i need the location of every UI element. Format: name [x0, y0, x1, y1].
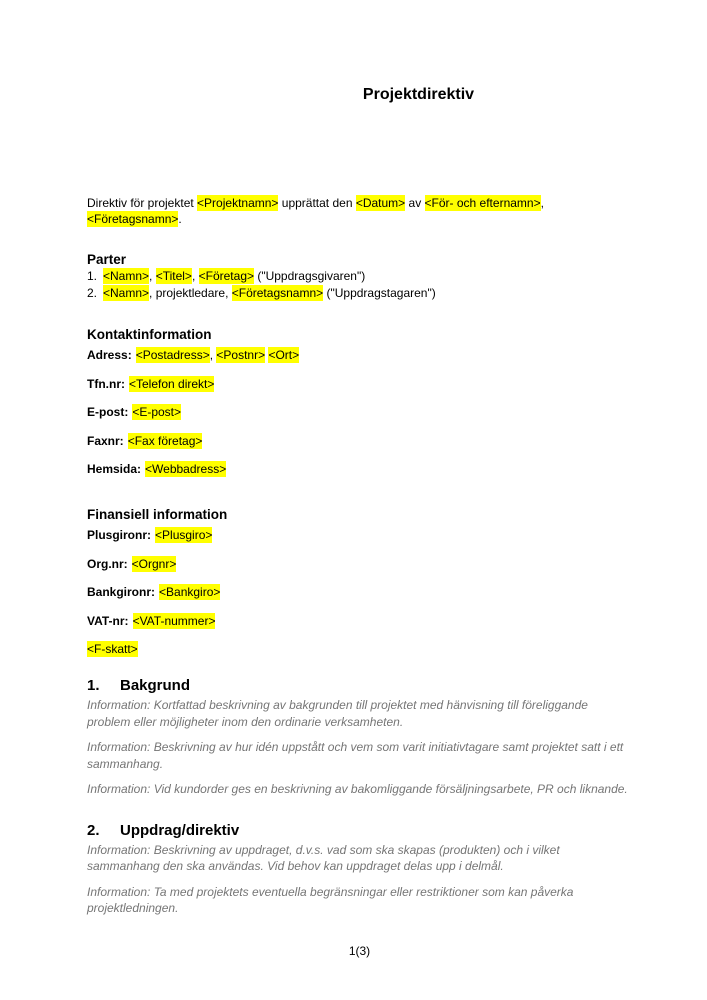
- section-heading-parter: Parter: [87, 252, 127, 267]
- placeholder-webbadress: <Webbadress>: [145, 462, 227, 476]
- document-title: Projektdirektiv: [362, 86, 475, 103]
- list-number: 1.: [87, 269, 98, 283]
- finance-row-bankgiro: [87, 584, 632, 600]
- field-label: Plusgironr:: [87, 528, 152, 542]
- finance-row-orgnr: [87, 556, 632, 572]
- placeholder-titel: <Titel>: [155, 269, 192, 283]
- placeholder-for-och-efternamn: <För- och efternamn>: [424, 196, 541, 210]
- placeholder-orgnr: <Orgnr>: [131, 556, 177, 571]
- placeholder-plusgiro: <Plusgiro>: [155, 528, 213, 542]
- finance-row-fskatt: [87, 641, 632, 657]
- intro-text: upprättat den: [278, 196, 356, 210]
- placeholder-fax-foretag: <Fax företag>: [127, 433, 203, 448]
- intro-text: Direktiv för projektet: [87, 196, 198, 210]
- info-paragraph: Information: Beskrivning av uppdraget, d.v.s. vad som ska skapas (produkten) och i vilket sammanhang den ska användas. Vid behov kan uppdraget delas upp i delmål.: [87, 842, 560, 873]
- list-text: ("Uppdragstagaren"): [323, 285, 436, 300]
- placeholder-projektnamn: <Projektnamn>: [197, 196, 279, 210]
- list-item: [87, 268, 632, 285]
- field-label: Hemsida:: [87, 462, 142, 476]
- placeholder-foretagsnamn: <Företagsnamn>: [231, 285, 324, 300]
- field-label: Org.nr:: [87, 556, 128, 571]
- intro-text: ,: [540, 196, 544, 210]
- placeholder-foretagsnamn: <Företagsnamn>: [87, 212, 179, 226]
- page-number: 1(3): [348, 944, 371, 958]
- finance-row-vatnr: [87, 613, 632, 629]
- contact-row-faxnr: [87, 433, 632, 449]
- list-item: [87, 285, 632, 302]
- placeholder-epost: <E-post>: [132, 405, 182, 419]
- placeholder-postnr: <Postnr>: [216, 348, 266, 362]
- heading-title: Bakgrund: [120, 677, 191, 694]
- placeholder-telefon-direkt: <Telefon direkt>: [129, 376, 215, 391]
- parter-list: [87, 268, 632, 301]
- placeholder-bankgiro: <Bankgiro>: [159, 585, 221, 599]
- heading-number: 2.: [87, 821, 100, 839]
- placeholder-namn: <Namn>: [103, 285, 150, 300]
- section-heading-kontaktinformation: Kontaktinformation: [87, 327, 212, 342]
- contact-row-tfn: [87, 376, 632, 392]
- intro-text: av: [405, 196, 425, 210]
- info-paragraph: Information: Vid kundorder ges en beskrivning av bakomliggande försäljningsarbete, PR och liknande.: [87, 782, 628, 796]
- info-paragraph: Information: Kortfattad beskrivning av bakgrunden till projektet med hänvisning till föreliggande problem eller möjligheter inom den ordinarie verksamheten.: [87, 698, 588, 729]
- list-number: 2.: [87, 285, 98, 300]
- list-text: ,: [149, 269, 156, 283]
- intro-text: .: [178, 212, 182, 226]
- placeholder-vat-nummer: <VAT-nummer>: [132, 613, 216, 628]
- field-label: E-post:: [87, 405, 129, 419]
- contact-row-epost: [87, 404, 632, 420]
- field-label: Faxnr:: [87, 433, 124, 448]
- field-label: VAT-nr:: [87, 613, 129, 628]
- placeholder-postadress: <Postadress>: [135, 348, 210, 362]
- section-heading-finansiell-information: Finansiell information: [87, 507, 228, 522]
- contact-row-hemsida: [87, 461, 632, 477]
- contact-row-adress: [87, 347, 632, 363]
- row-text: ,: [209, 348, 217, 362]
- field-label: Bankgironr:: [87, 585, 156, 599]
- finance-row-plusgiro: [87, 527, 632, 543]
- list-text: , projektledare,: [149, 285, 232, 300]
- placeholder-ort: <Ort>: [268, 348, 300, 362]
- heading-title: Uppdrag/direktiv: [120, 821, 240, 839]
- placeholder-foretag: <Företag>: [198, 269, 254, 283]
- numbered-heading-bakgrund: [87, 676, 632, 695]
- list-text: ("Uppdragsgivaren"): [254, 269, 366, 283]
- list-text: ,: [191, 269, 199, 283]
- placeholder-fskatt: <F-skatt>: [87, 642, 138, 656]
- info-paragraph: Information: Beskrivning av hur idén uppstått och vem som varit initiativtagare samt projektet satt i ett sammanhang.: [87, 740, 624, 771]
- field-label: Adress:: [87, 348, 132, 362]
- numbered-heading-uppdrag-direktiv: [87, 821, 632, 840]
- info-paragraph: Information: Ta med projektets eventuella begränsningar eller restriktioner som kan påverka projektledningen.: [87, 884, 574, 915]
- intro-paragraph: [87, 195, 632, 227]
- placeholder-namn: <Namn>: [103, 269, 150, 283]
- field-label: Tfn.nr:: [87, 376, 125, 391]
- heading-number: 1.: [87, 677, 100, 694]
- placeholder-datum: <Datum>: [355, 196, 406, 210]
